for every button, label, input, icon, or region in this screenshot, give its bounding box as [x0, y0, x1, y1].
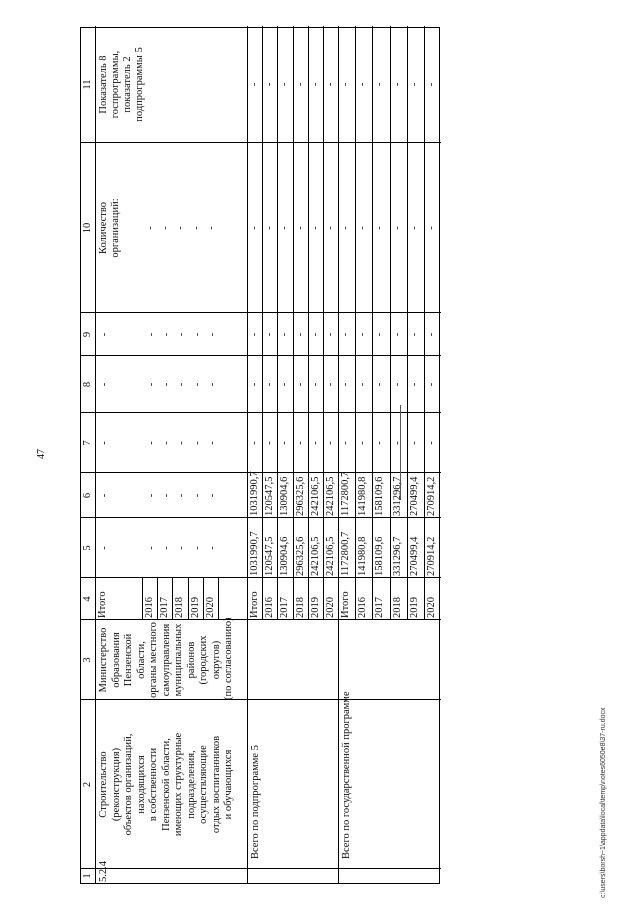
- value-dash: -: [161, 332, 172, 337]
- amount-regional: 158109,6: [374, 476, 386, 516]
- value-dash: -: [264, 332, 276, 337]
- column-rule: [81, 517, 441, 518]
- value-dash: -: [340, 332, 351, 337]
- amount-regional: 1172800,7: [340, 471, 351, 516]
- value-dash: -: [408, 382, 420, 387]
- value-dash: -: [408, 226, 420, 230]
- column-rule: [81, 412, 441, 413]
- value-dash: -: [146, 493, 157, 498]
- value-dash: -: [249, 382, 260, 387]
- value-dash: -: [264, 82, 276, 87]
- value-dash: -: [294, 226, 306, 230]
- amount-total: 331296,7: [391, 536, 403, 576]
- row-code: 5.2.4: [98, 861, 109, 882]
- header-col-number: 5: [82, 545, 93, 551]
- measure-name-line: подразделения,: [185, 750, 197, 819]
- value-dash: -: [309, 382, 321, 387]
- measure-name-line: имеющих структурные: [173, 732, 184, 837]
- total-row-rule: [390, 26, 391, 620]
- value-dash: -: [279, 332, 291, 337]
- year-label: 2017: [159, 597, 170, 618]
- value-dash: -: [99, 546, 110, 550]
- value-dash: -: [99, 332, 110, 337]
- value-dash: -: [249, 332, 260, 337]
- year-label: 2016: [144, 597, 155, 618]
- measure-name-line: отдых воспитанников: [210, 735, 222, 834]
- amount-regional: 130904,6: [279, 476, 291, 516]
- value-dash: -: [249, 82, 260, 87]
- indicator-line: организаций:: [110, 198, 121, 258]
- amount-total: 242106,5: [309, 536, 321, 576]
- value-dash: -: [176, 332, 187, 337]
- executor-line: округов): [210, 640, 222, 680]
- year-label: 2019: [408, 597, 420, 618]
- indicator-dash: -: [175, 226, 186, 230]
- value-dash: -: [324, 82, 336, 87]
- year-rule: [142, 578, 143, 620]
- total-row-rule: [262, 26, 263, 620]
- value-dash: -: [146, 332, 157, 337]
- subprogram-total-label: Всего по подпрограмме 5: [250, 745, 261, 859]
- value-dash: -: [324, 332, 336, 337]
- amount-regional: 242106,5: [309, 476, 321, 516]
- value-dash: -: [279, 226, 291, 230]
- measure-name-line: объектов организаций,: [123, 733, 134, 836]
- year-label: 2019: [190, 597, 201, 618]
- value-dash: -: [391, 226, 403, 230]
- value-dash: -: [99, 382, 110, 387]
- value-dash: -: [146, 441, 157, 445]
- header-bottom-rule: [95, 26, 96, 883]
- amount-total: 270499,4: [408, 536, 420, 576]
- indicator-dash: -: [206, 226, 217, 230]
- year-label: 2020: [324, 597, 336, 618]
- amount-total: 1031990,7: [249, 531, 260, 576]
- total-row-rule: [372, 26, 373, 620]
- header-col-number: 6: [82, 492, 93, 499]
- amount-regional: 296325,6: [294, 476, 306, 516]
- year-label: Итого: [340, 591, 351, 618]
- value-dash: -: [249, 441, 260, 445]
- indicator-line: Количество: [98, 201, 109, 255]
- year-label: 2018: [294, 597, 306, 618]
- amount-regional: 141980,8: [357, 476, 369, 516]
- year-rule: [172, 578, 173, 620]
- value-dash: -: [192, 382, 203, 387]
- value-dash: -: [425, 382, 437, 387]
- value-dash: -: [408, 332, 420, 337]
- year-label: Итого: [97, 591, 108, 618]
- amount-regional: 270499,4: [408, 476, 420, 516]
- year-label: 2018: [174, 597, 185, 618]
- value-dash: -: [324, 441, 336, 445]
- amount-total: 158109,6: [374, 536, 386, 576]
- header-col-number: 10: [82, 222, 93, 234]
- executor-line: районов: [185, 641, 197, 679]
- year-rule: [188, 578, 189, 620]
- year-label: 2016: [264, 597, 276, 618]
- amount-regional: 1031990,7: [249, 471, 260, 516]
- value-dash: -: [408, 82, 420, 87]
- value-dash: -: [146, 382, 157, 387]
- value-dash: -: [309, 441, 321, 445]
- executor-line: (городских: [198, 635, 209, 685]
- value-dash: -: [425, 332, 437, 337]
- year-label: 2016: [357, 597, 369, 618]
- total-row-rule: [293, 26, 294, 620]
- value-dash: -: [176, 546, 187, 550]
- value-dash: -: [176, 382, 187, 387]
- header-col-number: 11: [82, 79, 93, 90]
- year-rule: [203, 578, 204, 620]
- value-dash: -: [207, 382, 218, 387]
- value-dash: -: [340, 226, 351, 230]
- value-dash: -: [340, 82, 351, 87]
- value-dash: -: [161, 546, 172, 550]
- year-label: 2020: [425, 597, 437, 618]
- value-dash: -: [294, 441, 306, 445]
- value-dash: -: [161, 382, 172, 387]
- column-rule: [81, 577, 441, 578]
- amount-regional: 120547,5: [264, 476, 276, 516]
- value-dash: -: [279, 441, 291, 445]
- column-rule: [81, 355, 441, 356]
- value-dash: -: [192, 493, 203, 498]
- measure-name-line: в собственности: [148, 747, 159, 822]
- value-dash: -: [408, 441, 420, 445]
- program-table: [80, 27, 440, 884]
- indicator-dash: -: [160, 226, 171, 230]
- value-dash: -: [324, 226, 336, 230]
- year-label: 2020: [205, 597, 216, 618]
- value-dash: -: [146, 546, 157, 550]
- amount-total: 130904,6: [279, 536, 291, 576]
- value-dash: -: [294, 332, 306, 337]
- value-dash: -: [192, 332, 203, 337]
- value-dash: -: [357, 382, 369, 387]
- amount-total: 1172800,7: [340, 531, 351, 576]
- value-dash: -: [279, 82, 291, 87]
- executor-line: органы местного: [148, 622, 159, 698]
- value-dash: -: [391, 332, 403, 337]
- value-dash: -: [207, 441, 218, 445]
- state-program-total-label: Всего по государственной программе: [341, 691, 352, 859]
- value-dash: -: [294, 382, 306, 387]
- value-dash: -: [391, 441, 403, 445]
- amount-total: 242106,5: [324, 536, 336, 576]
- footer-path: c:\users\borsh~1\appdata\local\temp\notes6050e8\37-ru.docx: [600, 707, 607, 898]
- executor-line: самоуправления: [160, 623, 172, 697]
- measure-name-line: и обучающихся: [223, 749, 234, 820]
- year-label: 2018: [391, 597, 403, 618]
- header-col-number: 3: [82, 657, 93, 663]
- value-dash: -: [357, 332, 369, 337]
- column-rule: [81, 472, 441, 473]
- value-dash: -: [279, 382, 291, 387]
- program-ref-line: Показатель 8: [98, 55, 109, 114]
- value-dash: -: [192, 546, 203, 550]
- page-number: 47: [36, 449, 47, 459]
- executor-line: Министерство: [98, 627, 109, 693]
- value-dash: -: [357, 226, 369, 230]
- value-dash: -: [425, 226, 437, 230]
- executor-line: (по согласованию): [223, 617, 234, 700]
- measure-name-line: находящихся: [135, 755, 147, 814]
- value-dash: -: [176, 441, 187, 445]
- year-label: 2017: [374, 597, 386, 618]
- separator-line: [400, 405, 401, 500]
- value-dash: -: [161, 441, 172, 445]
- value-dash: -: [357, 82, 369, 87]
- amount-regional: 331296,7: [391, 476, 403, 516]
- value-dash: -: [309, 226, 321, 230]
- value-dash: -: [324, 382, 336, 387]
- value-dash: -: [192, 441, 203, 445]
- executor-line: области,: [135, 641, 147, 679]
- value-dash: -: [374, 226, 386, 230]
- value-dash: -: [309, 332, 321, 337]
- value-dash: -: [176, 493, 187, 498]
- year-rule: [218, 578, 219, 620]
- value-dash: -: [425, 82, 437, 87]
- indicator-dash: -: [191, 226, 202, 230]
- value-dash: -: [207, 332, 218, 337]
- value-dash: -: [374, 332, 386, 337]
- section-rule: [338, 26, 339, 883]
- measure-name-line: Строительство: [98, 751, 109, 818]
- value-dash: -: [264, 441, 276, 445]
- value-dash: -: [374, 82, 386, 87]
- amount-total: 141980,8: [357, 536, 369, 576]
- amount-total: 120547,5: [264, 536, 276, 576]
- executor-line: образования: [110, 632, 122, 688]
- measure-name-line: (реконструкция): [110, 747, 122, 822]
- measure-name-line: Пензенской области,: [160, 738, 172, 831]
- amount-regional: 242106,5: [324, 476, 336, 516]
- header-col-number: 2: [82, 781, 93, 788]
- value-dash: -: [340, 441, 351, 445]
- value-dash: -: [207, 546, 218, 550]
- value-dash: -: [99, 493, 110, 498]
- year-label: 2017: [279, 597, 291, 618]
- value-dash: -: [264, 226, 276, 230]
- value-dash: -: [357, 441, 369, 445]
- year-rule: [157, 578, 158, 620]
- header-col-number: 7: [82, 440, 93, 446]
- program-ref-line: госпрограммы,: [110, 50, 121, 119]
- value-dash: -: [99, 441, 110, 445]
- value-dash: -: [391, 82, 403, 87]
- total-row-rule: [277, 26, 278, 620]
- executor-line: Пензенской: [123, 633, 134, 687]
- total-row-rule: [355, 26, 356, 620]
- program-ref-line: показатель 2: [122, 56, 133, 113]
- total-row-rule: [407, 26, 408, 620]
- header-col-number: 1: [82, 873, 93, 879]
- value-dash: -: [161, 493, 172, 498]
- total-row-rule: [424, 26, 425, 620]
- total-row-rule: [308, 26, 309, 620]
- year-label: Итого: [249, 591, 260, 618]
- section-rule: [247, 26, 248, 883]
- value-dash: -: [294, 82, 306, 87]
- value-dash: -: [374, 382, 386, 387]
- value-dash: -: [374, 441, 386, 445]
- value-dash: -: [391, 382, 403, 387]
- header-col-number: 9: [82, 331, 93, 338]
- column-rule: [81, 312, 441, 313]
- value-dash: -: [264, 382, 276, 387]
- total-row-rule: [323, 26, 324, 620]
- value-dash: -: [249, 226, 260, 230]
- value-dash: -: [309, 82, 321, 87]
- amount-total: 270914,2: [425, 536, 437, 576]
- value-dash: -: [425, 441, 437, 445]
- value-dash: -: [207, 493, 218, 498]
- executor-line: муниципальных: [173, 623, 184, 697]
- header-col-number: 8: [82, 381, 93, 388]
- year-label: 2019: [309, 597, 321, 618]
- amount-regional: 270914,2: [425, 476, 437, 516]
- amount-total: 296325,6: [294, 536, 306, 576]
- value-dash: -: [340, 382, 351, 387]
- indicator-dash: -: [145, 226, 156, 230]
- program-ref-line: подпрограммы 5: [134, 47, 145, 122]
- measure-name-line: осуществляющие: [198, 745, 209, 824]
- header-col-number: 4: [82, 596, 93, 602]
